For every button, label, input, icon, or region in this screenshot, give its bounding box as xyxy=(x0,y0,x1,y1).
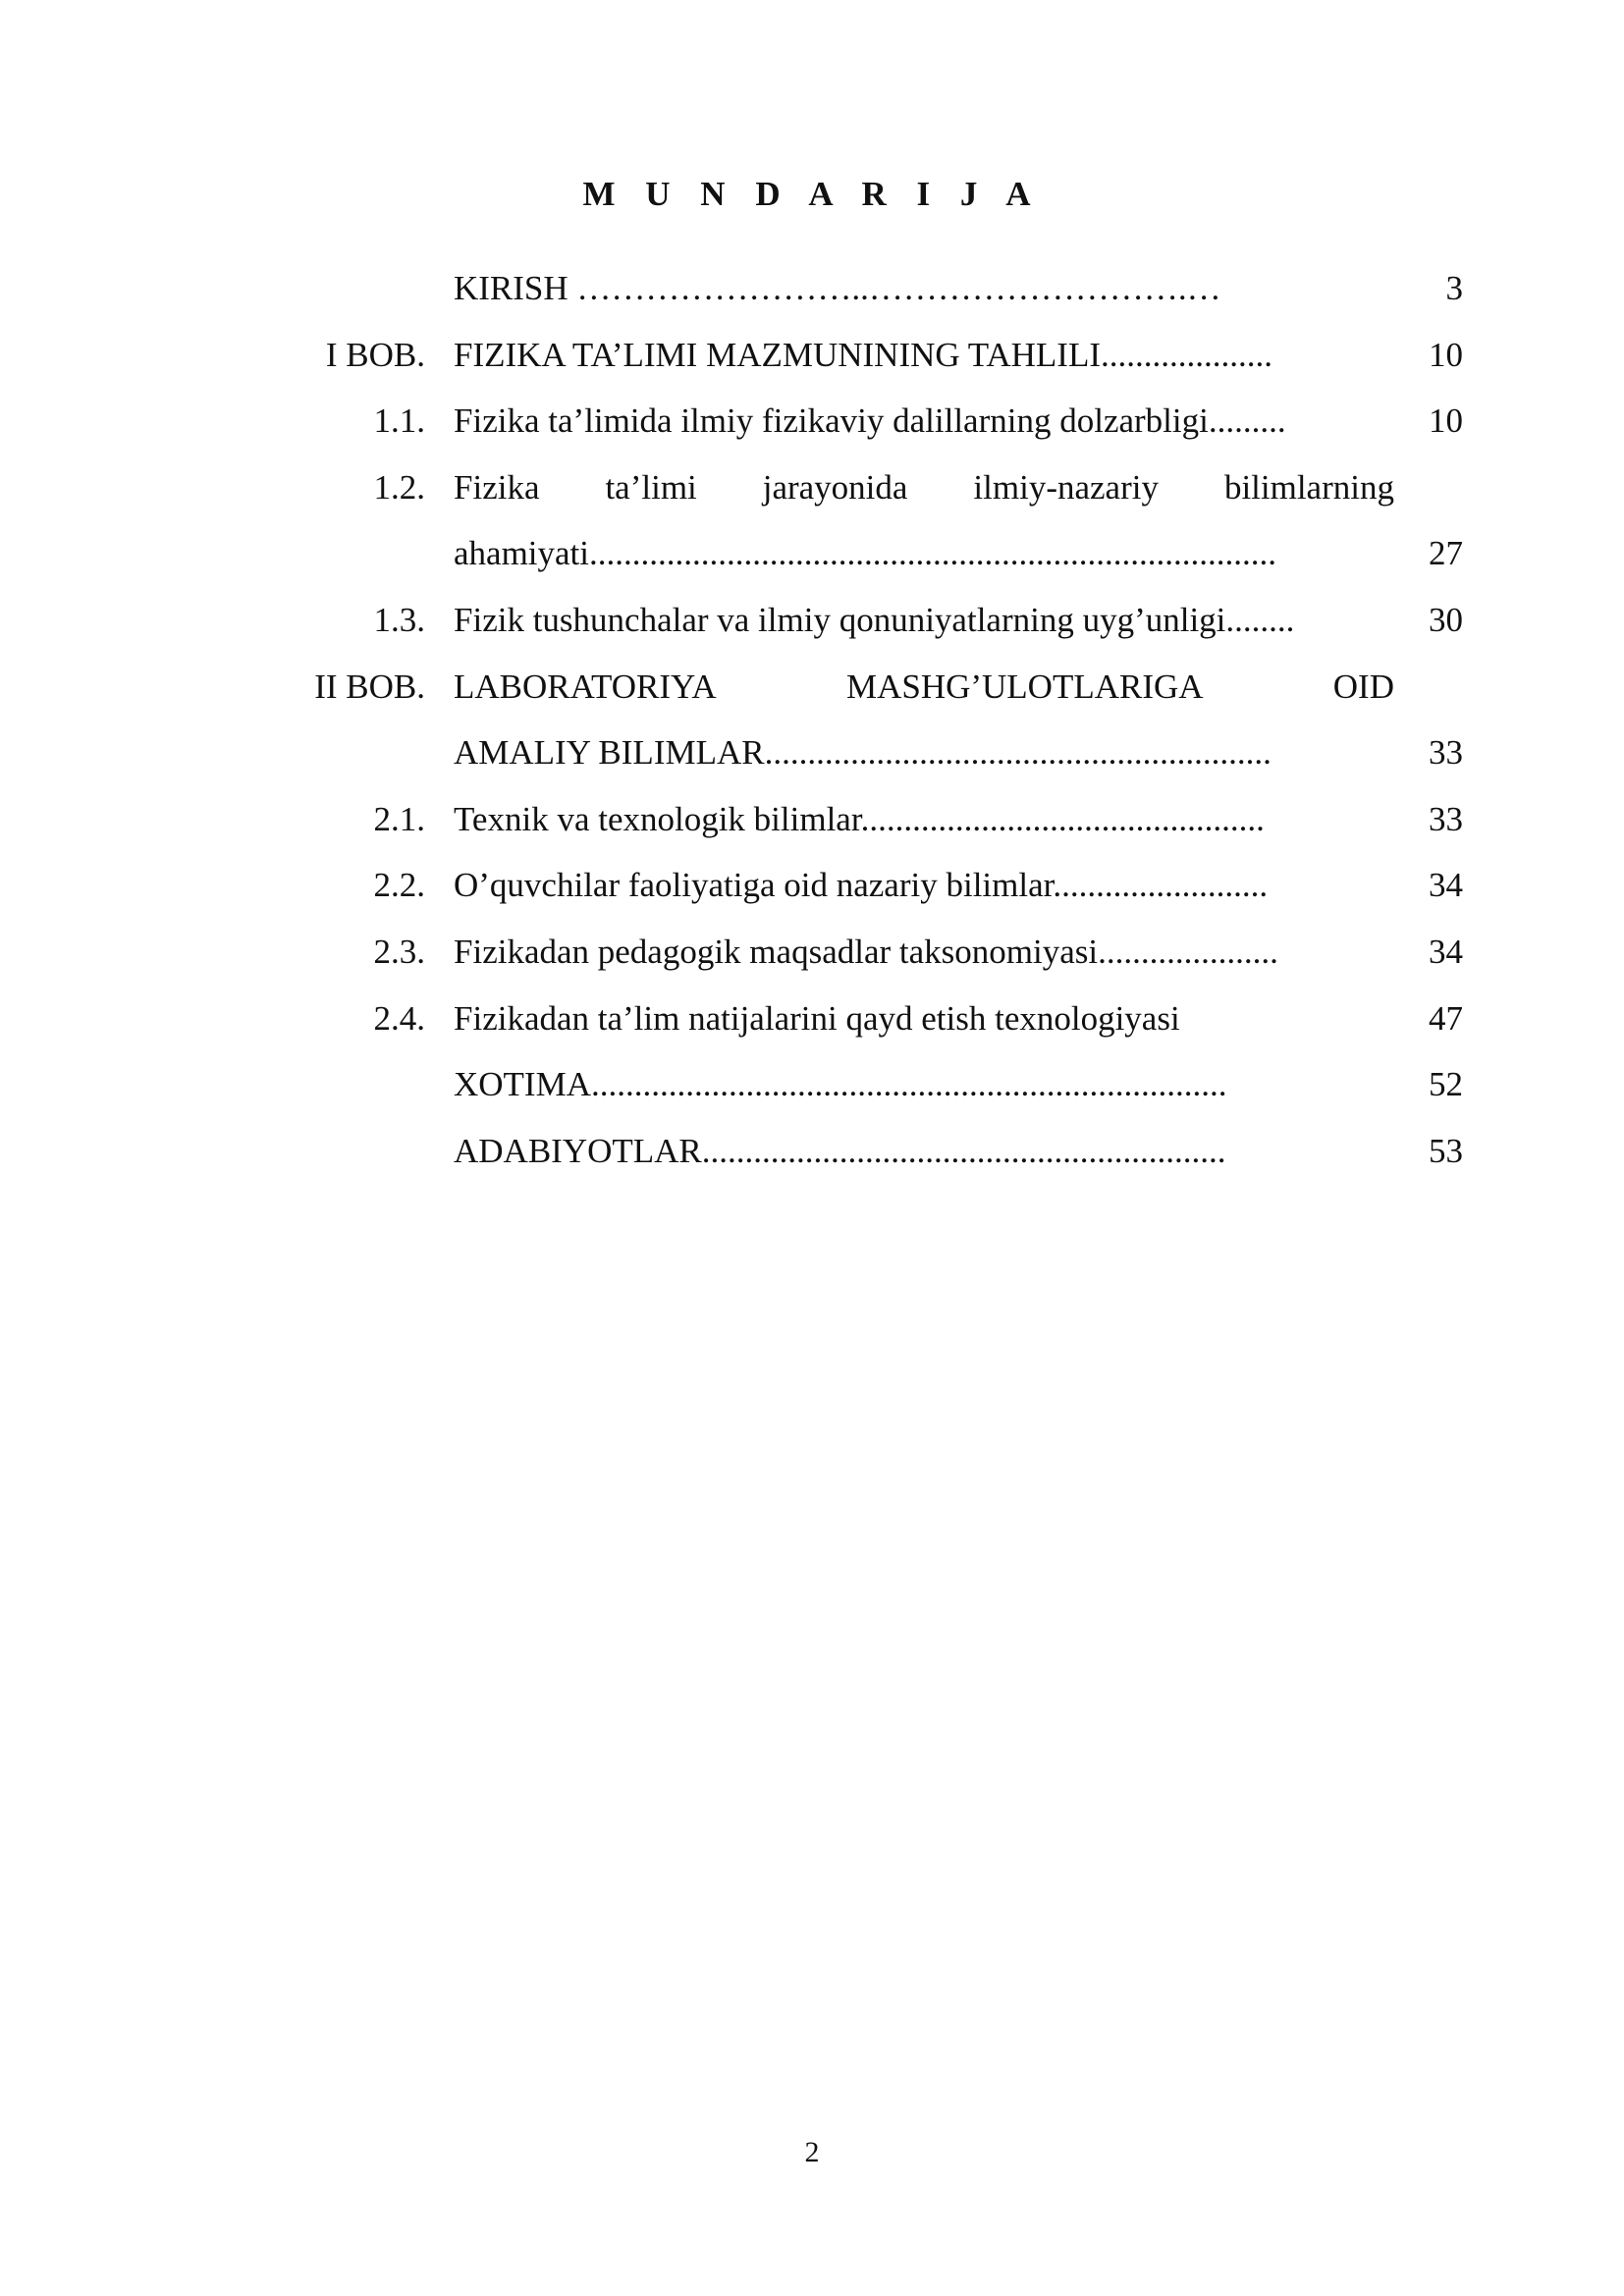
toc-row xyxy=(0,786,1624,853)
toc-entry-word: jarayonida xyxy=(762,467,908,507)
toc-section-number: 2.4. xyxy=(373,998,425,1038)
toc-page-number: 3 xyxy=(1445,269,1463,307)
toc-page-number: 27 xyxy=(1429,534,1463,573)
toc-row xyxy=(0,852,1624,919)
toc-page-number: 10 xyxy=(1429,401,1463,441)
toc-row xyxy=(0,654,1624,721)
page-number: 2 xyxy=(804,2136,820,2168)
toc-entry-title: O’quvchilar faoliyatiga oid nazariy bilimlar......................... xyxy=(454,866,1269,905)
toc-page-number: 34 xyxy=(1429,932,1463,971)
toc-entry-title: Fizikadan pedagogik maqsadlar taksonomiyasi..................... xyxy=(454,932,1278,971)
toc-entry-title: ADABIYOTLAR............................................................. xyxy=(454,1131,1226,1170)
toc-entry-word: bilimlarning xyxy=(1223,467,1394,507)
toc-page-number: 10 xyxy=(1429,335,1463,374)
toc-row xyxy=(0,454,1624,521)
toc-entry-title: FIZIKA TA’LIMI MAZMUNINING TAHLILI.................... xyxy=(454,335,1272,374)
toc-section-number: 2.3. xyxy=(373,932,425,971)
toc-row xyxy=(0,1118,1624,1185)
toc-page-number: 34 xyxy=(1429,866,1463,905)
toc-row xyxy=(0,720,1624,786)
toc-row xyxy=(0,520,1624,587)
toc-entry-title: AMALIY BILIMLAR........................................................... xyxy=(454,733,1272,773)
toc-section-number: I BOB. xyxy=(325,335,425,374)
toc-entry-title: Fizika ta’limida ilmiy fizikaviy dalillarning dolzarbligi......... xyxy=(454,401,1286,441)
table-of-contents xyxy=(0,255,1624,1184)
toc-row xyxy=(0,986,1624,1052)
toc-section-number: 1.1. xyxy=(373,401,425,441)
toc-row xyxy=(0,587,1624,654)
toc-entry-word: Fizika xyxy=(454,467,540,507)
toc-entry-title xyxy=(454,666,1394,709)
toc-page-number: 30 xyxy=(1429,600,1463,639)
toc-row xyxy=(0,1051,1624,1118)
toc-page-number: 53 xyxy=(1429,1131,1463,1170)
toc-section-number: 1.2. xyxy=(373,467,425,507)
toc-entry-title: XOTIMA.......................................................................... xyxy=(454,1065,1227,1104)
toc-entry-title: Texnik va texnologik bilimlar............................................... xyxy=(454,799,1265,838)
toc-entry-title xyxy=(454,466,1394,509)
toc-entry-word: ta’limi xyxy=(605,467,697,507)
page-title: M U N D A R I J A xyxy=(582,175,1042,213)
toc-section-number: 1.3. xyxy=(373,600,425,639)
toc-entry-word: OID xyxy=(1332,667,1394,706)
toc-entry-word: MASHG’ULOTLARIGA xyxy=(845,667,1204,706)
toc-entry-title: ahamiyati................................................................................ xyxy=(454,534,1277,573)
toc-row xyxy=(0,388,1624,454)
toc-page-number: 33 xyxy=(1429,733,1463,773)
toc-entry-title: Fizikadan ta’lim natijalarini qayd etish texnologiyasi xyxy=(454,998,1180,1038)
toc-page-number: 47 xyxy=(1429,998,1463,1038)
toc-row xyxy=(0,322,1624,389)
toc-page-number: 52 xyxy=(1429,1065,1463,1104)
toc-section-number: 2.2. xyxy=(373,866,425,905)
toc-section-number: 2.1. xyxy=(373,799,425,838)
toc-entry-word: LABORATORIYA xyxy=(454,667,717,706)
toc-row xyxy=(0,255,1624,322)
toc-page-number: 33 xyxy=(1429,799,1463,838)
toc-entry-word: ilmiy-nazariy xyxy=(973,467,1159,507)
toc-row xyxy=(0,919,1624,986)
toc-entry-title: KIRISH ……………………..……………………….… xyxy=(454,269,1221,307)
toc-entry-title: Fizik tushunchalar va ilmiy qonuniyatlarning uyg’unligi........ xyxy=(454,600,1295,639)
toc-section-number: II BOB. xyxy=(314,667,425,706)
